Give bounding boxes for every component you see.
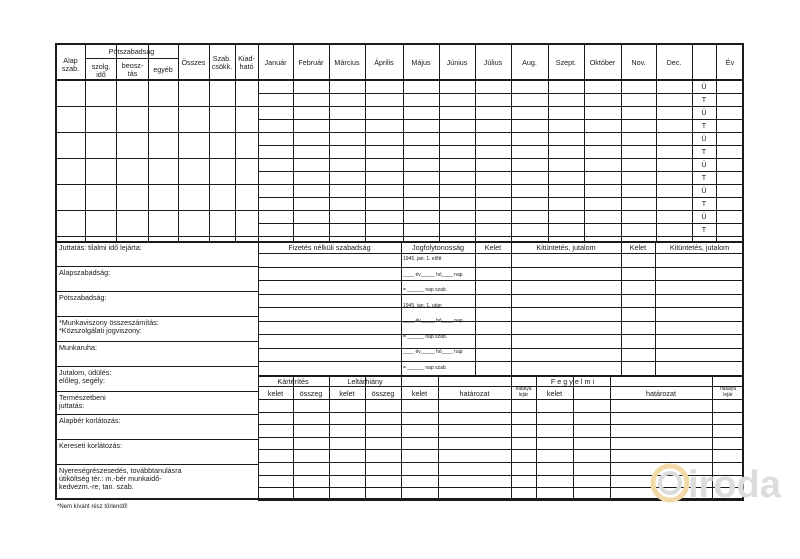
rule-line <box>401 241 402 375</box>
rule-line <box>258 449 744 450</box>
rule-line <box>475 334 744 335</box>
kitun-header-2: Kitüntetés, jutalom <box>669 243 730 252</box>
kelet-header-2: Kelet <box>629 243 647 252</box>
month-header: Február <box>298 58 324 67</box>
rule-line <box>511 43 512 241</box>
jogfoly-row: ____ év_____ hó____ nap <box>403 271 463 278</box>
ut-label: Ü <box>701 108 707 117</box>
rule-line <box>656 43 657 241</box>
kelet-header-1: Kelet <box>484 243 502 252</box>
watermark-logo <box>648 455 800 511</box>
hatarozat-col: határozat <box>646 389 676 398</box>
jogfoly-row: = ______ nap szab. <box>403 287 448 293</box>
jogfoly-row: ____ év_____ hó____ nap <box>403 318 463 324</box>
jogfoly-row: ____ év_____ hó____ nap <box>403 349 463 355</box>
rule-line <box>258 399 744 400</box>
alap-header: Alap szab. <box>61 56 80 73</box>
rule-line <box>475 348 744 349</box>
rule-line <box>258 321 401 322</box>
rule-line <box>475 307 744 308</box>
month-header: Január <box>264 58 287 67</box>
rule-line <box>258 43 259 241</box>
rule-line <box>258 375 744 377</box>
osszeg-col: összeg <box>299 389 323 398</box>
rule-line <box>258 171 744 172</box>
rule-line <box>401 294 475 295</box>
szabcsokk-header: Szab. csökk. <box>211 54 233 71</box>
month-header: Dec. <box>666 58 682 67</box>
footnote: *Nem kívánt rész törlendő! <box>57 504 128 510</box>
jogfoly-row: 1945. jan. 1. előtt <box>403 256 442 262</box>
rule-line <box>511 241 512 375</box>
rule-line <box>716 43 717 241</box>
rule-line <box>258 334 401 335</box>
ut-label: T <box>701 147 707 156</box>
rule-line <box>329 43 330 241</box>
rule-line <box>401 280 475 281</box>
beosz-header: beosz- tás <box>121 61 144 78</box>
fegyelmi-header: F e g y e l m i <box>550 377 595 386</box>
ut-label: Ü <box>701 186 707 195</box>
rule-line <box>475 361 744 362</box>
rule-line <box>55 316 258 317</box>
egyeb-header: egyéb <box>153 65 173 74</box>
jogfoly-row: 1945. jan. 1. után <box>403 302 442 309</box>
month-header: Május <box>411 58 431 67</box>
jogfoly-row: = ______ nap szab. <box>403 333 448 340</box>
rule-line <box>258 119 744 120</box>
left-label: *Munkaviszony összeszámítás: *Közszolgálati jogviszony: <box>59 318 159 335</box>
rule-line <box>548 43 549 241</box>
watermark-text: iroda <box>688 464 781 506</box>
rule-line <box>55 132 744 133</box>
left-label: Alapbér korlátozás: <box>59 416 121 425</box>
left-label: Kereseti korlátozás: <box>59 441 123 450</box>
kiadhato-header: Kiad- ható <box>238 54 255 71</box>
ut-label: T <box>701 121 707 130</box>
left-label: Juttatás: tilalmi idő lejárta: <box>59 243 142 252</box>
left-label: Nyereségrészesedés, továbbtanulásra útiköltség tér.: m.-bér munkaidő- kedvezm.-re, tan. szab. <box>59 466 182 491</box>
rule-line <box>258 386 401 387</box>
leltarhiany-header: Leltárhiány <box>347 377 383 386</box>
rule-line <box>55 158 744 159</box>
kelet-col: kelet <box>546 389 563 398</box>
rule-line <box>258 361 401 362</box>
rule-line <box>401 267 475 268</box>
rule-line <box>258 223 744 224</box>
rule-line <box>655 241 656 375</box>
rule-line <box>55 341 258 342</box>
rule-line <box>55 366 258 367</box>
rule-line <box>401 361 475 362</box>
kelet-col: kelet <box>411 389 428 398</box>
month-header: Október <box>589 58 616 67</box>
jogfoly-row: = ______ nap szab. <box>403 364 448 371</box>
ut-label: Ü <box>701 160 707 169</box>
rule-line <box>439 43 440 241</box>
rule-line <box>258 145 744 146</box>
hatalya-col: hatálya lejár <box>515 386 532 398</box>
rule-line <box>475 43 476 241</box>
rule-line <box>293 43 294 241</box>
month-header: Április <box>374 58 394 67</box>
rule-line <box>235 43 236 241</box>
rule-line <box>55 266 258 267</box>
rule-line <box>209 43 210 241</box>
month-header: Aug. <box>522 58 537 67</box>
month-header: Június <box>446 58 468 67</box>
rule-line <box>178 43 179 241</box>
rule-line <box>258 294 401 295</box>
rule-line <box>148 58 149 241</box>
rule-line <box>55 291 258 292</box>
ut-label: Ü <box>701 82 707 91</box>
rule-line <box>55 210 744 211</box>
ut-label: T <box>701 225 707 234</box>
rule-line <box>258 437 744 438</box>
kelet-col: kelet <box>267 389 284 398</box>
rule-line <box>475 280 744 281</box>
rule-line <box>85 58 178 59</box>
rule-line <box>621 241 622 375</box>
month-header: Szept. <box>555 58 577 67</box>
osszeg-col: összeg <box>371 389 395 398</box>
month-header: Március <box>334 58 360 67</box>
rule-line <box>258 253 744 254</box>
rule-line <box>258 267 401 268</box>
ut-label: T <box>701 199 707 208</box>
rule-line <box>55 464 258 465</box>
rule-line <box>475 294 744 295</box>
karterites-header: Kártérítés <box>277 377 309 386</box>
hatarozat-col: határozat <box>459 389 490 398</box>
ut-label: T <box>701 95 707 104</box>
month-header: Július <box>483 58 503 67</box>
rule-line <box>55 414 258 415</box>
rule-line <box>258 307 401 308</box>
rule-line <box>584 43 585 241</box>
left-label: Alapszabadság: <box>59 268 111 277</box>
rule-line <box>116 58 117 241</box>
rule-line <box>475 241 476 375</box>
month-header: Nov. <box>631 58 646 67</box>
rule-line <box>258 93 744 94</box>
rule-line <box>55 79 744 81</box>
kelet-col: kelet <box>339 389 355 398</box>
rule-line <box>475 321 744 322</box>
rule-line <box>258 424 744 425</box>
rule-line <box>401 386 744 387</box>
rule-line <box>403 43 404 241</box>
ev-header: Év <box>725 58 735 67</box>
fizetes-header: Fizetés nélküli szabadság <box>288 243 371 252</box>
left-label: Jutalom, üdülés: előleg, segély: <box>59 368 112 385</box>
rule-line <box>258 197 744 198</box>
kitun-header-1: Kitüntetés, jutalom <box>536 243 596 252</box>
rule-line <box>55 106 744 107</box>
left-label: Pótszabadság: <box>59 293 107 302</box>
rule-line <box>55 236 744 237</box>
rule-line <box>55 184 744 185</box>
hatalya-col: hatálya lejár <box>719 386 737 398</box>
rule-line <box>55 439 258 440</box>
szolg-header: szolg. idő <box>91 62 111 79</box>
jogfoly-header: Jogfolytonosság <box>412 243 464 252</box>
potszab-header: Pótszabadság <box>108 47 155 56</box>
left-label: Természetbeni juttatás: <box>59 393 106 410</box>
rule-line <box>258 412 744 413</box>
left-label: Munkaruha: <box>59 343 97 352</box>
rule-line <box>55 391 258 392</box>
rule-line <box>621 43 622 241</box>
ut-label: T <box>701 173 707 182</box>
rule-line <box>475 267 744 268</box>
rule-line <box>365 43 366 241</box>
ut-label: Ü <box>701 212 707 221</box>
ut-label: Ü <box>701 134 707 143</box>
osszes-header: Összes <box>181 58 206 67</box>
rule-line <box>258 348 401 349</box>
rule-line <box>258 280 401 281</box>
